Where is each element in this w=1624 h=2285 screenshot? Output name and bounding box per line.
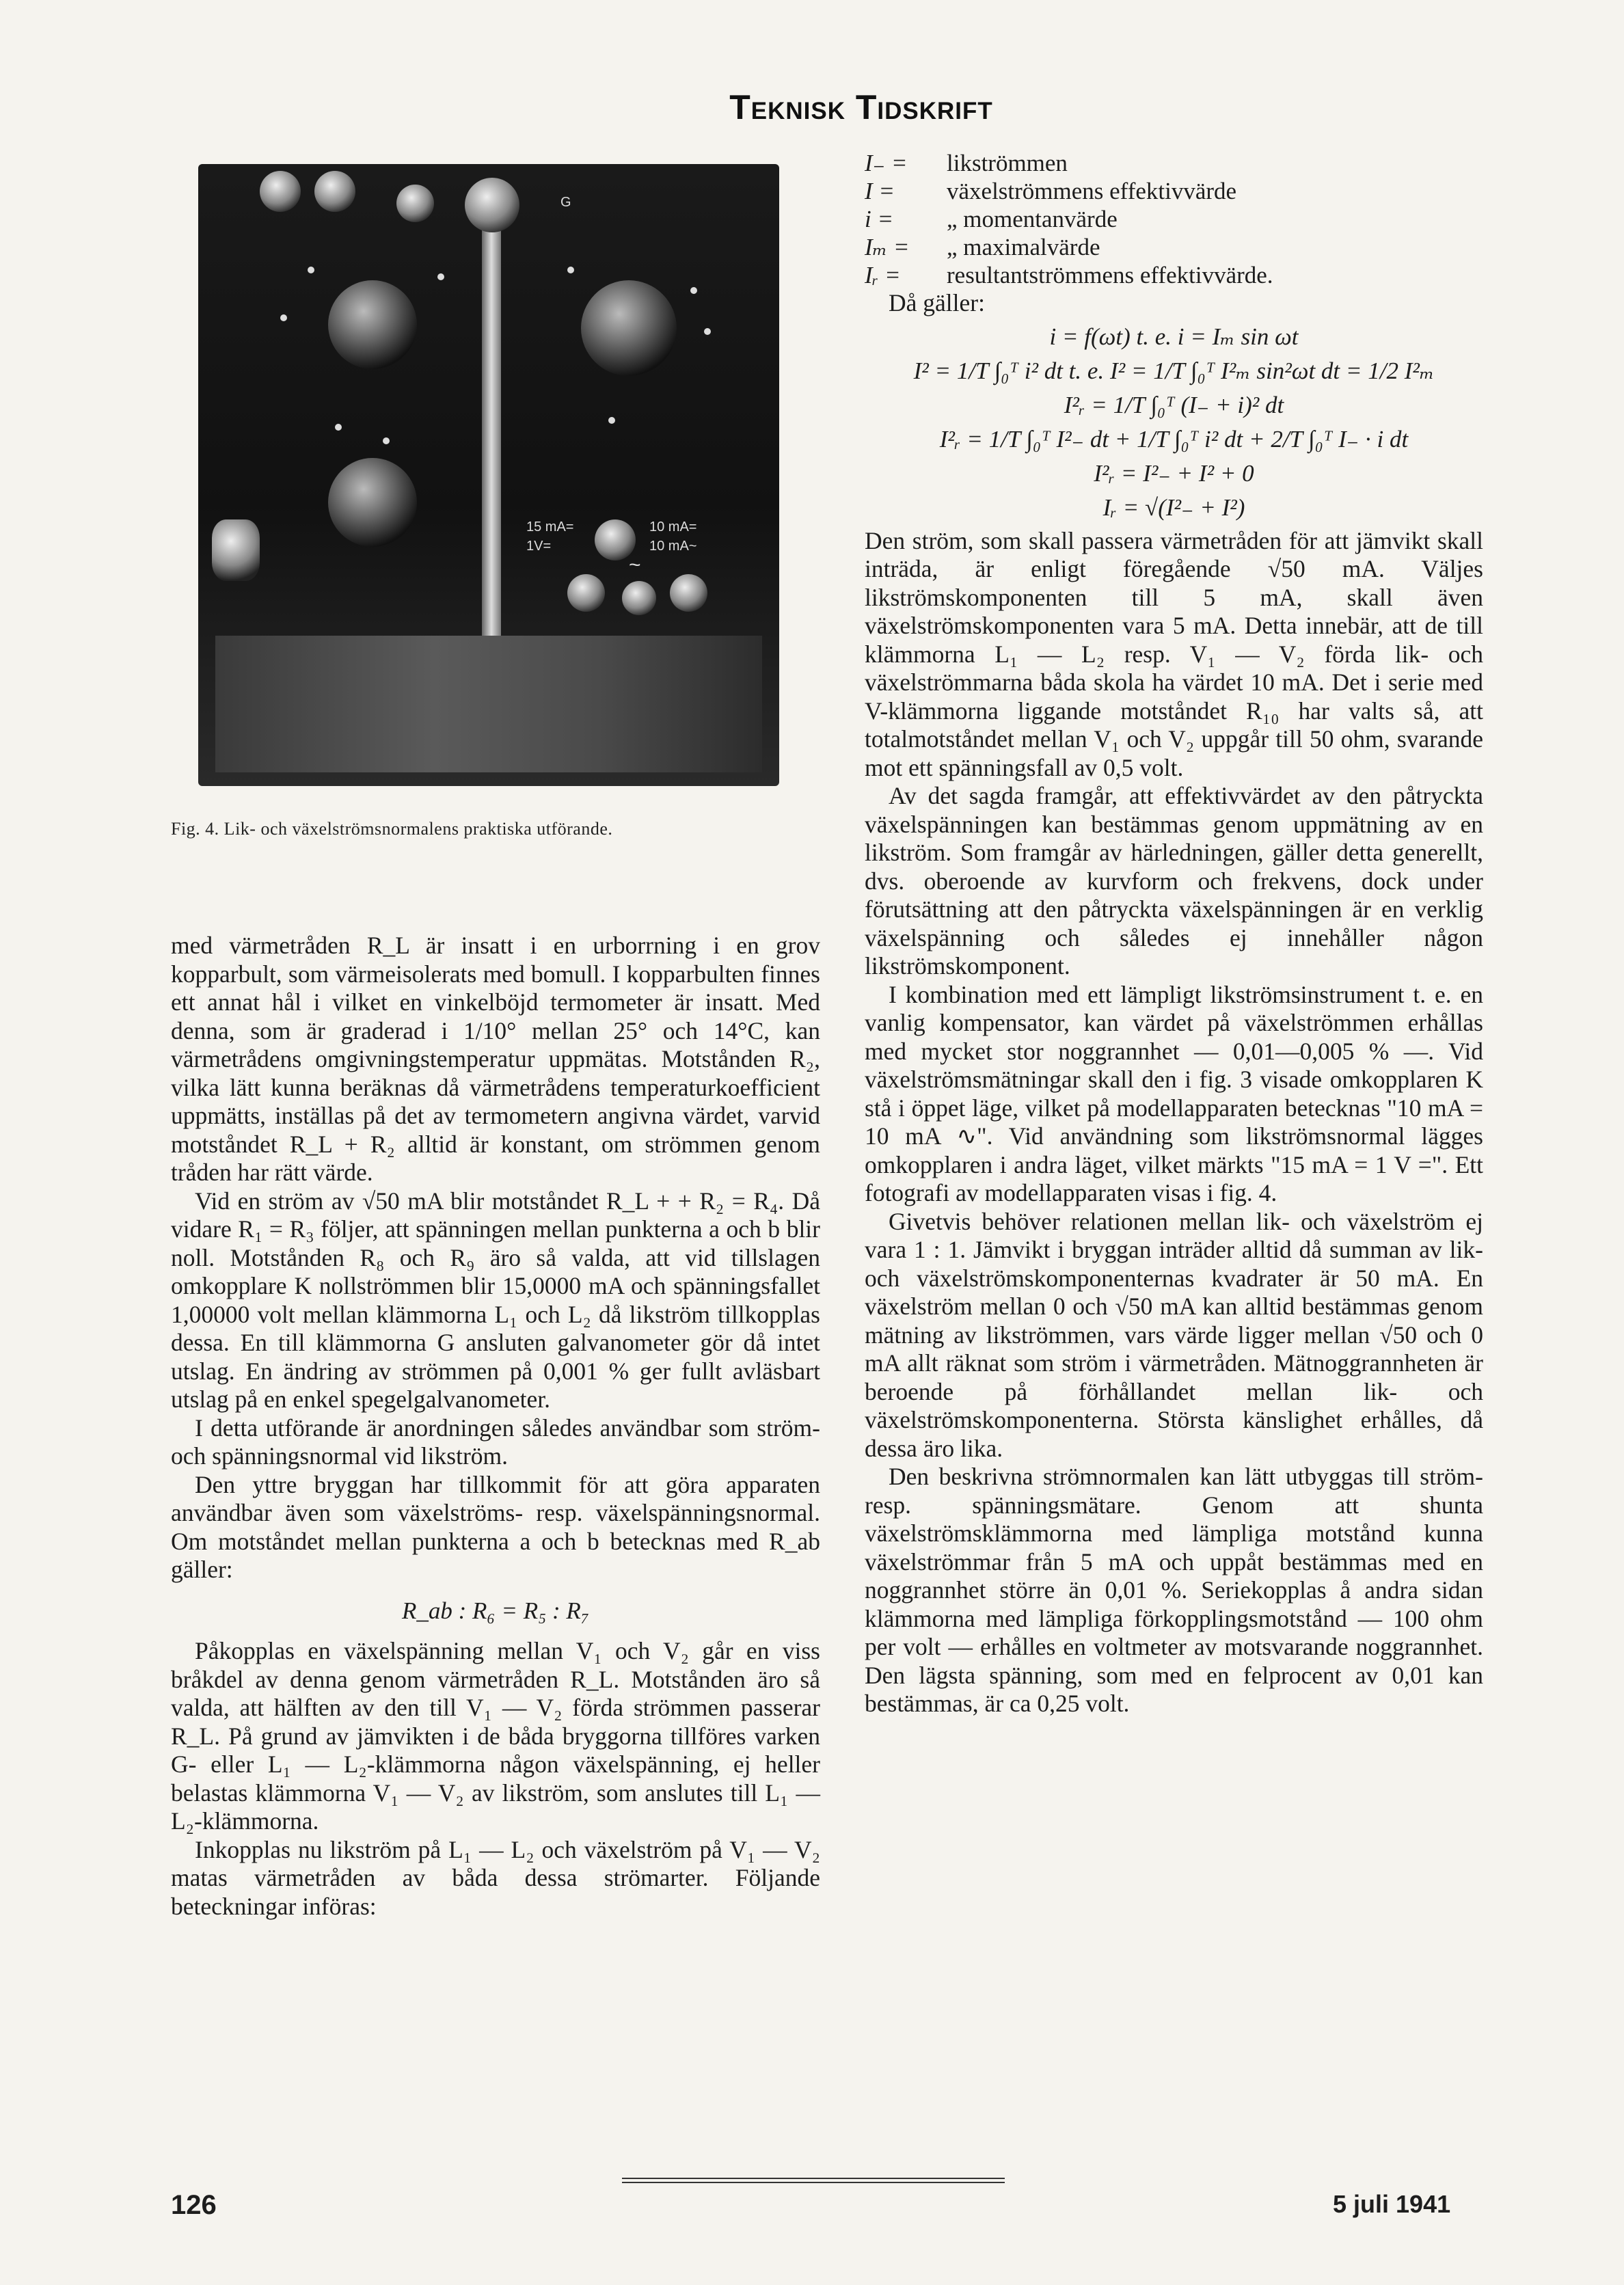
- definition-row: Iₘ = „ maximalvärde: [865, 234, 1100, 260]
- knob-left-lower: [328, 458, 417, 547]
- issue-date: 5 juli 1941: [1333, 2190, 1451, 2218]
- equation: I²ᵣ = 1/T ∫₀ᵀ (I₋ + i)² dt: [1064, 391, 1284, 418]
- equation: I² = 1/T ∫₀ᵀ i² dt t. e. I² = 1/T ∫₀ᵀ I²ₘ sin²ωt dt = 1/2 I²ₘ: [913, 357, 1435, 384]
- paragraph: Den yttre bryggan har tillkommit för att göra apparaten användbar även som växelströms- resp. växelspänningsnormal. Om motståndet mellan punkterna a och b betecknas med R_ab gäller:: [171, 1470, 820, 1583]
- terminal-top-2: [314, 171, 355, 212]
- label-g: G: [560, 195, 571, 210]
- slide-slot: [482, 226, 501, 636]
- page-number: 126: [171, 2190, 217, 2220]
- equation: I²ᵣ = 1/T ∫₀ᵀ I²₋ dt + 1/T ∫₀ᵀ i² dt + 2/T ∫₀ᵀ I₋ · i dt: [939, 425, 1409, 452]
- terminal-g: [465, 178, 519, 232]
- paragraph: Givetvis behöver relationen mellan lik- och växelström ej vara 1 : 1. Jämvikt i bryggan inträder alltid då summan av lik- och växelströmskomponenternas kvadrater är 50 mA. En växelström mellan 0 och √50 mA kan alltid bestämmas genom mätning av likströmmen, vars värde ligger mellan √50 och 0 mA allt räknat som ström i värmetråden. Mätnoggrannheten är beroende på förhållandet mellan lik- och växelströmskomponenterna. Största känslighet erhålles, då dessa äro lika.: [865, 1207, 1483, 1462]
- apparatus-base: [215, 636, 762, 772]
- label-tilde: ~: [629, 554, 641, 576]
- knob-left-upper: [328, 280, 417, 369]
- bridge-equation: R_ab : R₆ = R₅ : R₇: [402, 1597, 589, 1624]
- paragraph: Inkopplas nu likström på L₁ — L₂ och växelström på V₁ — V₂ matas värmetråden av båda dessa strömarter. Följande beteckningar införas:: [171, 1835, 820, 1920]
- figure-caption: Fig. 4. Lik- och växelströmsnormalens praktiska utförande.: [171, 819, 613, 839]
- equation: Iᵣ = √(I²₋ + I²): [1102, 493, 1245, 521]
- masthead: Teknisk Tidskrift: [729, 88, 993, 126]
- knob-right-upper: [581, 280, 677, 376]
- paragraph: I kombination med ett lämpligt likströmsinstrument t. e. en vanlig kompensator, kan värdet på växelströmmen erhållas med mycket stor noggrannhet — 0,01—0,005 % —. Vid växelströmsmätningar skall den i fig. 3 visade omkopplaren K stå i öppet läge, vilket på modellapparaten betecknas "10 mA = 10 mA ∿". Vid användning som likströmsnormal lägges omkopplaren i andra läget, vilket märkts "15 mA = 1 V =". Ett fotografi av modellapparaten visas i fig. 4.: [865, 980, 1483, 1206]
- paragraph: Vid en ström av √50 mA blir motståndet R_L + + R₂ = R₄. Då vidare R₁ = R₃ följer, att spänningen mellan punkterna a och b blir noll. Motstånden R₈ och R₉ äro så valda, att vid tillslagen omkopplare K nollströmmen blir 15,0000 mA och spänningsfallet 1,00000 volt mellan klämmorna L₁ och L₂ då likström tillkopplas dessa. En till klämmorna G ansluten galvanometer gör då intet utslag. En ändring av strömmen på 0,001 % ger fullt avläsbart utslag på en enkel spegelgalvanometer.: [171, 1187, 820, 1413]
- terminal-top-3: [396, 185, 434, 222]
- paragraph: I detta utförande är anordningen således användbar som ström- och spänningsnormal vid likström.: [171, 1414, 820, 1470]
- paragraph: Den ström, som skall passera värmetråden för att jämvikt skall inträda, är enligt föregående √50 mA. Väljes likströmskomponenten till 5 mA, skall även växelströmskomponenten vara 5 mA. Detta innebär, att de till klämmorna L₁ — L₂ resp. V₁ — V₂ förda lik- och växelströmmarna båda skola ha värdet 10 mA. Det i serie med V-klämmorna liggande motståndet R₁₀ har valts så, att totalmotståndet mellan V₁ och V₂ uppgår till 50 ohm, svarande mot ett spänningsfall av 0,5 volt.: [865, 526, 1483, 781]
- terminal-top-1: [260, 171, 301, 212]
- definition-row: I₋ = likströmmen: [865, 150, 1068, 176]
- definition-row: i = „ momentanvärde: [865, 206, 1118, 232]
- switch-label-4: 10 mA~: [649, 539, 697, 554]
- terminal-bottom-3: [670, 574, 707, 612]
- switch-label-1: 15 mA=: [526, 519, 574, 535]
- terminal-side: [212, 519, 260, 581]
- definitions: [865, 149, 1483, 289]
- definition-row: Iᵣ = resultantströmmens effektivvärde.: [865, 262, 1273, 288]
- paragraph: med värmetråden R_L är insatt i en urborrning i en grov kopparbult, som värmeisolerats med bomull. I kopparbulten finnes ett annat hål i vilket en vinkelböjd termometer är insatt. Med denna, som är graderad i 1/10° mellan 25° och 14°C, kan värmetrådens omgivningstemperatur uppmätas. Motstånden R₂, vilka lätt kunna beräknas då värmetrådens temperaturkoefficient uppmätts, inställas på det av termometern angivna värdet, varvid motståndet R_L + R₂ alltid är konstant, om strömmen genom tråden har rätt värde.: [171, 932, 820, 1186]
- paragraph: Av det sagda framgår, att effektivvärdet av den påtryckta växelspänningen kan bestämmas genom uppmätning av en likström. Som framgår av härledningen, gäller detta generellt, dvs. oberoende av kurvform och frekvens, dock under förutsättning att den påtryckta växelspänningen är en verklig växelspänning och således ej innehåller någon likströmskomponent.: [865, 782, 1483, 979]
- equation: I²ᵣ = I²₋ + I² + 0: [1094, 459, 1254, 487]
- terminal-bottom-1: [567, 574, 605, 612]
- paragraph: Påkopplas en växelspänning mellan V₁ och V₂ går en viss bråkdel av denna genom värmetråden R_L. Motstånden äro så valda, att hälften av den till V₁ — V₂ förda strömmen passerar R_L. På grund av jämvikten i de båda bryggorna tillföres varken G- eller L₁ — L₂-klämmorna någon växelspänning, ej heller belastas klämmorna V₁ — V₂ av likström, som anslutes till L₁ — L₂-klämmorna.: [171, 1637, 820, 1835]
- footer-rule: [622, 2178, 1005, 2183]
- switch-label-2: 1V=: [526, 539, 552, 554]
- terminal-bottom-2: [622, 581, 656, 615]
- apparatus-photo: [198, 164, 779, 786]
- right-column: [865, 149, 1483, 1718]
- definition-row: I = växelströmmens effektivvärde: [865, 178, 1237, 204]
- left-column: [171, 932, 820, 1921]
- switch-label-3: 10 mA=: [649, 519, 697, 535]
- equation: i = f(ωt) t. e. i = Iₘ sin ωt: [1049, 323, 1299, 350]
- paragraph: Den beskrivna strömnormalen kan lätt utbyggas till ström- resp. spänningsmätare. Genom att shunta växelströmsklämmorna med lämpliga motstånd kunna växelströmmar från 5 mA och uppåt bestämmas med en noggrannhet större än 0,01 %. Seriekopplas å andra sidan klämmorna med lämpliga förkopplingsmotstånd — 100 ohm per volt — erhålles en voltmeter av motsvarande noggrannhet. Den lägsta spänning, som med en felprocent av 0,01 kan bestämmas, är ca 0,25 volt.: [865, 1463, 1483, 1717]
- da-galler: Då gäller:: [889, 289, 985, 316]
